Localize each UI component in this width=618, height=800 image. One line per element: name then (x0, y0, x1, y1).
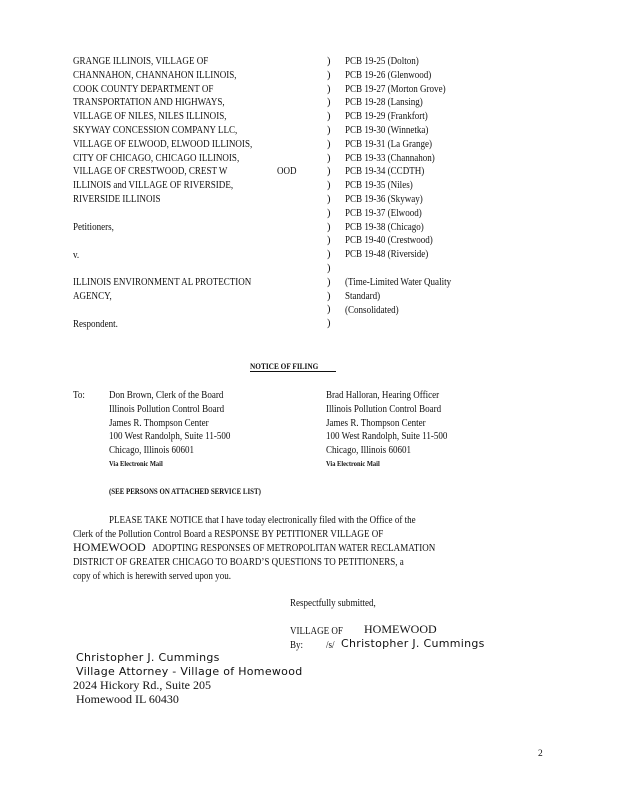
caption-line: ILLINOIS ENVIRONMENT AL PROTECTION (73, 277, 252, 288)
paren: ) (327, 262, 331, 274)
address-line: James R. Thompson Center (326, 417, 426, 429)
case-number: PCB 19-36 (Skyway) (345, 193, 423, 205)
versus-label: v. (73, 250, 80, 261)
paren: ) (327, 276, 331, 288)
address-line: 100 West Randolph, Suite 11-500 (109, 431, 231, 443)
body-line-4: DISTRICT OF GREATER CHICAGO TO BOARD’S QUESTIONS TO PETITIONERS, a (73, 557, 404, 568)
case-number: PCB 19-38 (Chicago) (345, 221, 424, 233)
caption-line: RIVERSIDE ILLINOIS (73, 193, 161, 205)
address-line: Chicago, Illinois 60601 (109, 445, 195, 457)
case-number: PCB 19-27 (Morton Grove) (345, 83, 446, 95)
notice-title: NOTICE OF FILING (250, 361, 319, 371)
caption-line: VILLAGE OF CRESTWOOD, CREST W (73, 166, 228, 178)
address-line: Illinois Pollution Control Board (109, 403, 225, 415)
body-line-3: ADOPTING RESPONSES OF METROPOLITAN WATER RECLAMATION (152, 543, 436, 554)
paren: ) (327, 111, 331, 123)
paren: ) (327, 166, 331, 178)
caption-line: CITY OF CHICAGO, CHICAGO ILLINOIS, (73, 152, 240, 164)
respondent-label: Respondent. (73, 319, 118, 330)
homewood-signature-name: HOMEWOOD (364, 622, 437, 636)
recipient-hearing-officer (326, 389, 447, 458)
caption-parens (327, 55, 331, 331)
caption-line: VILLAGE OF NILES, NILES ILLINOIS, (73, 111, 227, 123)
case-number: PCB 19-37 (Elwood) (345, 207, 422, 219)
case-number: PCB 19-25 (Dolton) (345, 56, 419, 67)
caption-petitioners (73, 55, 252, 207)
paren: ) (327, 69, 331, 81)
case-number: PCB 19-40 (Crestwood) (345, 235, 433, 247)
matter-line: Standard) (345, 290, 381, 302)
paren: ) (327, 249, 331, 261)
paren: ) (327, 193, 331, 205)
case-number: PCB 19-28 (Lansing) (345, 97, 423, 109)
to-label: To: (73, 390, 85, 401)
caption-line: TRANSPORTATION AND HIGHWAYS, (73, 97, 225, 109)
via-email-right: Via Electronic Mail (326, 459, 380, 468)
caption-line: AGENCY, (73, 290, 112, 302)
body-line-1: PLEASE TAKE NOTICE that I have today electronically filed with the Office of the (109, 515, 416, 526)
body-line-5: copy of which is herewith served upon you. (73, 571, 231, 582)
case-number: PCB 19-48 (Riverside) (345, 249, 429, 261)
caption-line: GRANGE ILLINOIS, VILLAGE OF (73, 56, 209, 67)
paren: ) (327, 83, 331, 95)
paren: ) (327, 152, 331, 164)
paren: ) (327, 207, 331, 219)
paren: ) (327, 180, 331, 192)
caption-line: ILLINOIS and VILLAGE OF RIVERSIDE, (73, 180, 234, 192)
address-line: Brad Halloran, Hearing Officer (326, 390, 440, 401)
paren: ) (327, 124, 331, 136)
caption-cases (345, 55, 446, 262)
by-label: By: (290, 640, 304, 651)
page-number: 2 (538, 749, 543, 759)
case-number: PCB 19-26 (Glenwood) (345, 69, 432, 81)
address-line: Chicago, Illinois 60601 (326, 445, 412, 457)
matter-line: (Time-Limited Water Quality (345, 277, 452, 288)
petitioners-label: Petitioners, (73, 222, 114, 233)
address-line: Don Brown, Clerk of the Board (109, 390, 224, 401)
caption-line: SKYWAY CONCESSION COMPANY LLC, (73, 124, 238, 136)
paren: ) (327, 138, 331, 150)
paren: ) (327, 97, 331, 109)
paren: ) (327, 221, 331, 233)
recipient-clerk (109, 389, 230, 458)
crestwood-suffix: OOD (277, 166, 297, 177)
body-homewood: HOMEWOOD (73, 540, 146, 554)
caption-respondent (73, 276, 251, 304)
signature-block-title: Village Attorney - Village of Homewood (76, 665, 303, 678)
case-number: PCB 19-31 (La Grange) (345, 138, 433, 150)
address-line: James R. Thompson Center (109, 417, 209, 429)
signature-block-name: Christopher J. Cummings (76, 651, 220, 664)
signer-name: Christopher J. Cummings (341, 637, 485, 650)
caption-line: VILLAGE OF ELWOOD, ELWOOD ILLINOIS, (73, 138, 253, 150)
paren: ) (327, 290, 331, 302)
title-underline (250, 371, 336, 372)
address-line: 100 West Randolph, Suite 11-500 (326, 431, 448, 443)
service-list-note: (SEE PERSONS ON ATTACHED SERVICE LIST) (109, 487, 261, 496)
paren: ) (327, 304, 331, 316)
case-number: PCB 19-34 (CCDTH) (345, 166, 425, 178)
paren: ) (327, 56, 331, 67)
address-line: Illinois Pollution Control Board (326, 403, 442, 415)
caption-line: CHANNAHON, CHANNAHON ILLINOIS, (73, 69, 237, 81)
village-of-label: VILLAGE OF (290, 626, 343, 637)
paren: ) (327, 235, 331, 247)
signature-block-city: Homewood IL 60430 (76, 692, 179, 706)
electronic-signature-mark: /s/ (326, 640, 335, 651)
case-number: PCB 19-29 (Frankfort) (345, 111, 428, 123)
respectfully-submitted: Respectfully submitted, (290, 598, 376, 609)
case-number: PCB 19-35 (Niles) (345, 180, 413, 192)
paren: ) (327, 318, 331, 330)
via-email-left: Via Electronic Mail (109, 459, 163, 468)
caption-line: COOK COUNTY DEPARTMENT OF (73, 83, 214, 95)
signature-block-street: 2024 Hickory Rd., Suite 205 (73, 678, 211, 692)
matter-line: (Consolidated) (345, 304, 399, 316)
body-line-2: Clerk of the Pollution Control Board a RESPONSE BY PETITIONER VILLAGE OF (73, 529, 384, 540)
caption-matter (345, 276, 451, 317)
case-number: PCB 19-30 (Winnetka) (345, 124, 429, 136)
case-number: PCB 19-33 (Channahon) (345, 152, 435, 164)
